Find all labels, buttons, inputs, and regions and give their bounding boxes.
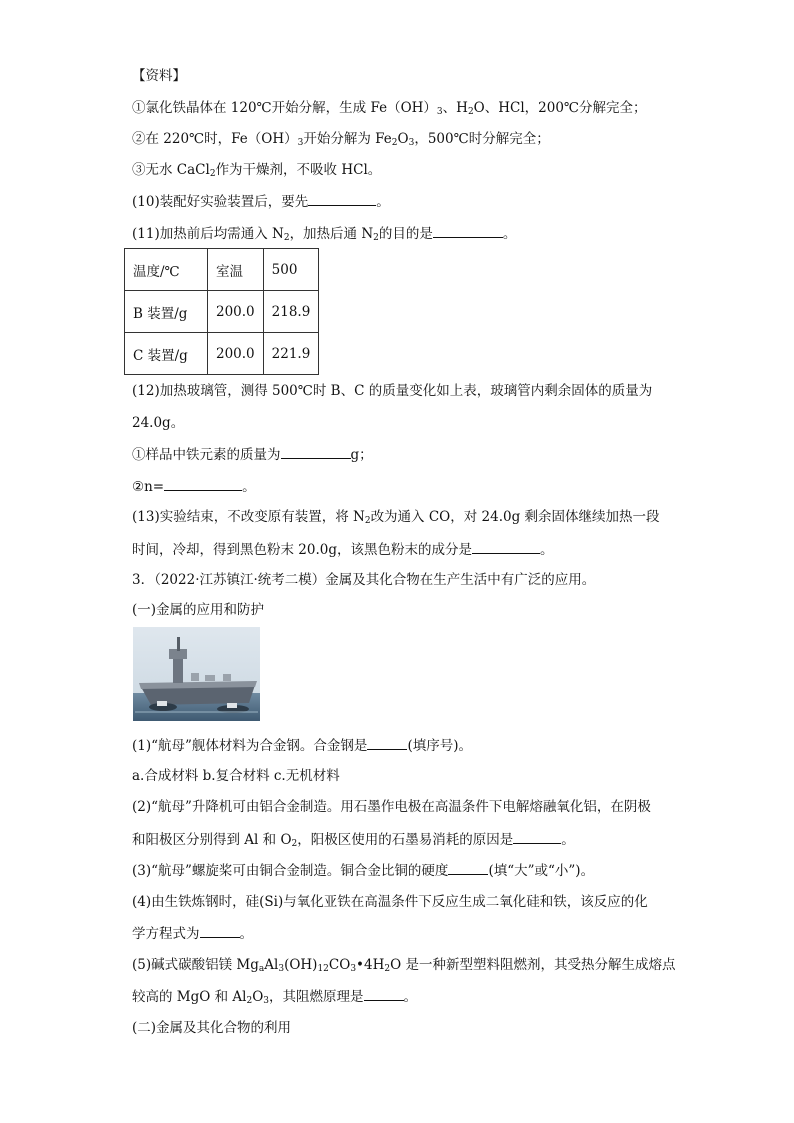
table-row [125, 249, 319, 291]
section-heading: 【资料】 [132, 68, 186, 84]
table-cell: 200.0 [208, 291, 264, 333]
table-cell: 500 [263, 249, 319, 291]
table-row [125, 333, 319, 375]
table-cell: C 装置/g [125, 333, 208, 375]
sub-question-4-line-2: 学方程式为 。 [132, 923, 253, 944]
answer-blank[interactable] [367, 735, 407, 750]
question-13-line-2: 时间，冷却，得到黑色粉末 20.0g，该黑色粉末的成分是 。 [132, 539, 554, 560]
sub-question-5-line-1: (5)碱式碳酸铝镁 $Mg_aAl_3(OH)_{12}CO_3•4H_2O$ 是一种新型塑料阻燃剂，其受热分解生成熔点 [132, 957, 676, 974]
question-12-sub-2: ②n= 。 [132, 476, 256, 497]
question-11: (11)加热前后均需通入 $N_2$，加热后通 $N_2$的目的是 。 [132, 223, 516, 244]
question-12-sub-1: ①样品中铁元素的质量为 g； [132, 444, 373, 465]
answer-blank[interactable] [200, 923, 240, 938]
info-item-1: ①氯化铁晶体在 120℃开始分解，生成 $Fe(OH)_3$、$H_2O$、HCl，200℃分解完全； [132, 100, 647, 117]
answer-blank[interactable] [364, 986, 404, 1001]
question-10: (10)装配好实验装置后，要先 。 [132, 191, 390, 212]
info-item-2: ②在 220℃时，$Fe(OH)_3$开始分解为 $Fe_2O_3$，500℃时分解完全； [132, 131, 550, 148]
question-12-line-2: 24.0g。 [132, 415, 185, 431]
table-cell: B 装置/g [125, 291, 208, 333]
question-12-line-1: (12)加热玻璃管，测得 500℃时 B、C 的质量变化如上表，玻璃管内剩余固体的质量为 [132, 383, 653, 399]
table-cell: 221.9 [263, 333, 319, 375]
sub-question-1-options: a.合成材料 b.复合材料 c.无机材料 [132, 768, 340, 784]
question-13-line-1: (13)实验结束，不改变原有装置，将 $N_2$改为通入 CO，对 24.0g 剩余固体继续加热一段 [132, 509, 660, 526]
table-cell: 200.0 [208, 333, 264, 375]
aircraft-carrier-image [133, 627, 260, 721]
part-1-heading: (一)金属的应用和防护 [132, 602, 265, 618]
answer-blank[interactable] [433, 223, 503, 238]
answer-blank[interactable] [281, 444, 351, 459]
table-cell: 温度/℃ [125, 249, 208, 291]
table-row [125, 291, 319, 333]
sub-question-4-line-1: (4)由生铁炼钢时，硅(Si)与氧化亚铁在高温条件下反应生成二氧化硅和铁，该反应的化 [132, 894, 648, 910]
answer-blank[interactable] [164, 476, 242, 491]
sub-question-3: (3)“航母”螺旋桨可由铜合金制造。铜合金比铜的硬度 (填“大”或“小”)。 [132, 860, 594, 881]
answer-blank[interactable] [448, 860, 488, 875]
mass-change-table [124, 248, 319, 375]
question-3-intro: 3．（2022·江苏镇江·统考二模）金属及其化合物在生产生活中有广泛的应用。 [132, 572, 596, 588]
info-item-3: ③无水 CaCl$_2$作为干燥剂，不吸收 HCl。 [132, 162, 382, 179]
sub-question-5-line-2: 较高的 MgO 和 $Al_2O_3$，其阻燃原理是 。 [132, 986, 417, 1007]
table-cell: 218.9 [263, 291, 319, 333]
answer-blank[interactable] [308, 191, 376, 206]
answer-blank[interactable] [513, 829, 561, 844]
answer-blank[interactable] [472, 539, 540, 554]
sub-question-2-line-1: (2)“航母”升降机可由铝合金制造。用石墨作电极在高温条件下电解熔融氧化铝，在阴极 [132, 799, 651, 815]
part-2-heading: (二)金属及其化合物的利用 [132, 1020, 292, 1036]
sub-question-2-line-2: 和阳极区分别得到 Al 和 $O_2$，阳极区使用的石墨易消耗的原因是 。 [132, 829, 575, 850]
sub-question-1: (1)“航母”舰体材料为合金钢。合金钢是 (填序号)。 [132, 735, 472, 756]
table-cell: 室温 [208, 249, 264, 291]
